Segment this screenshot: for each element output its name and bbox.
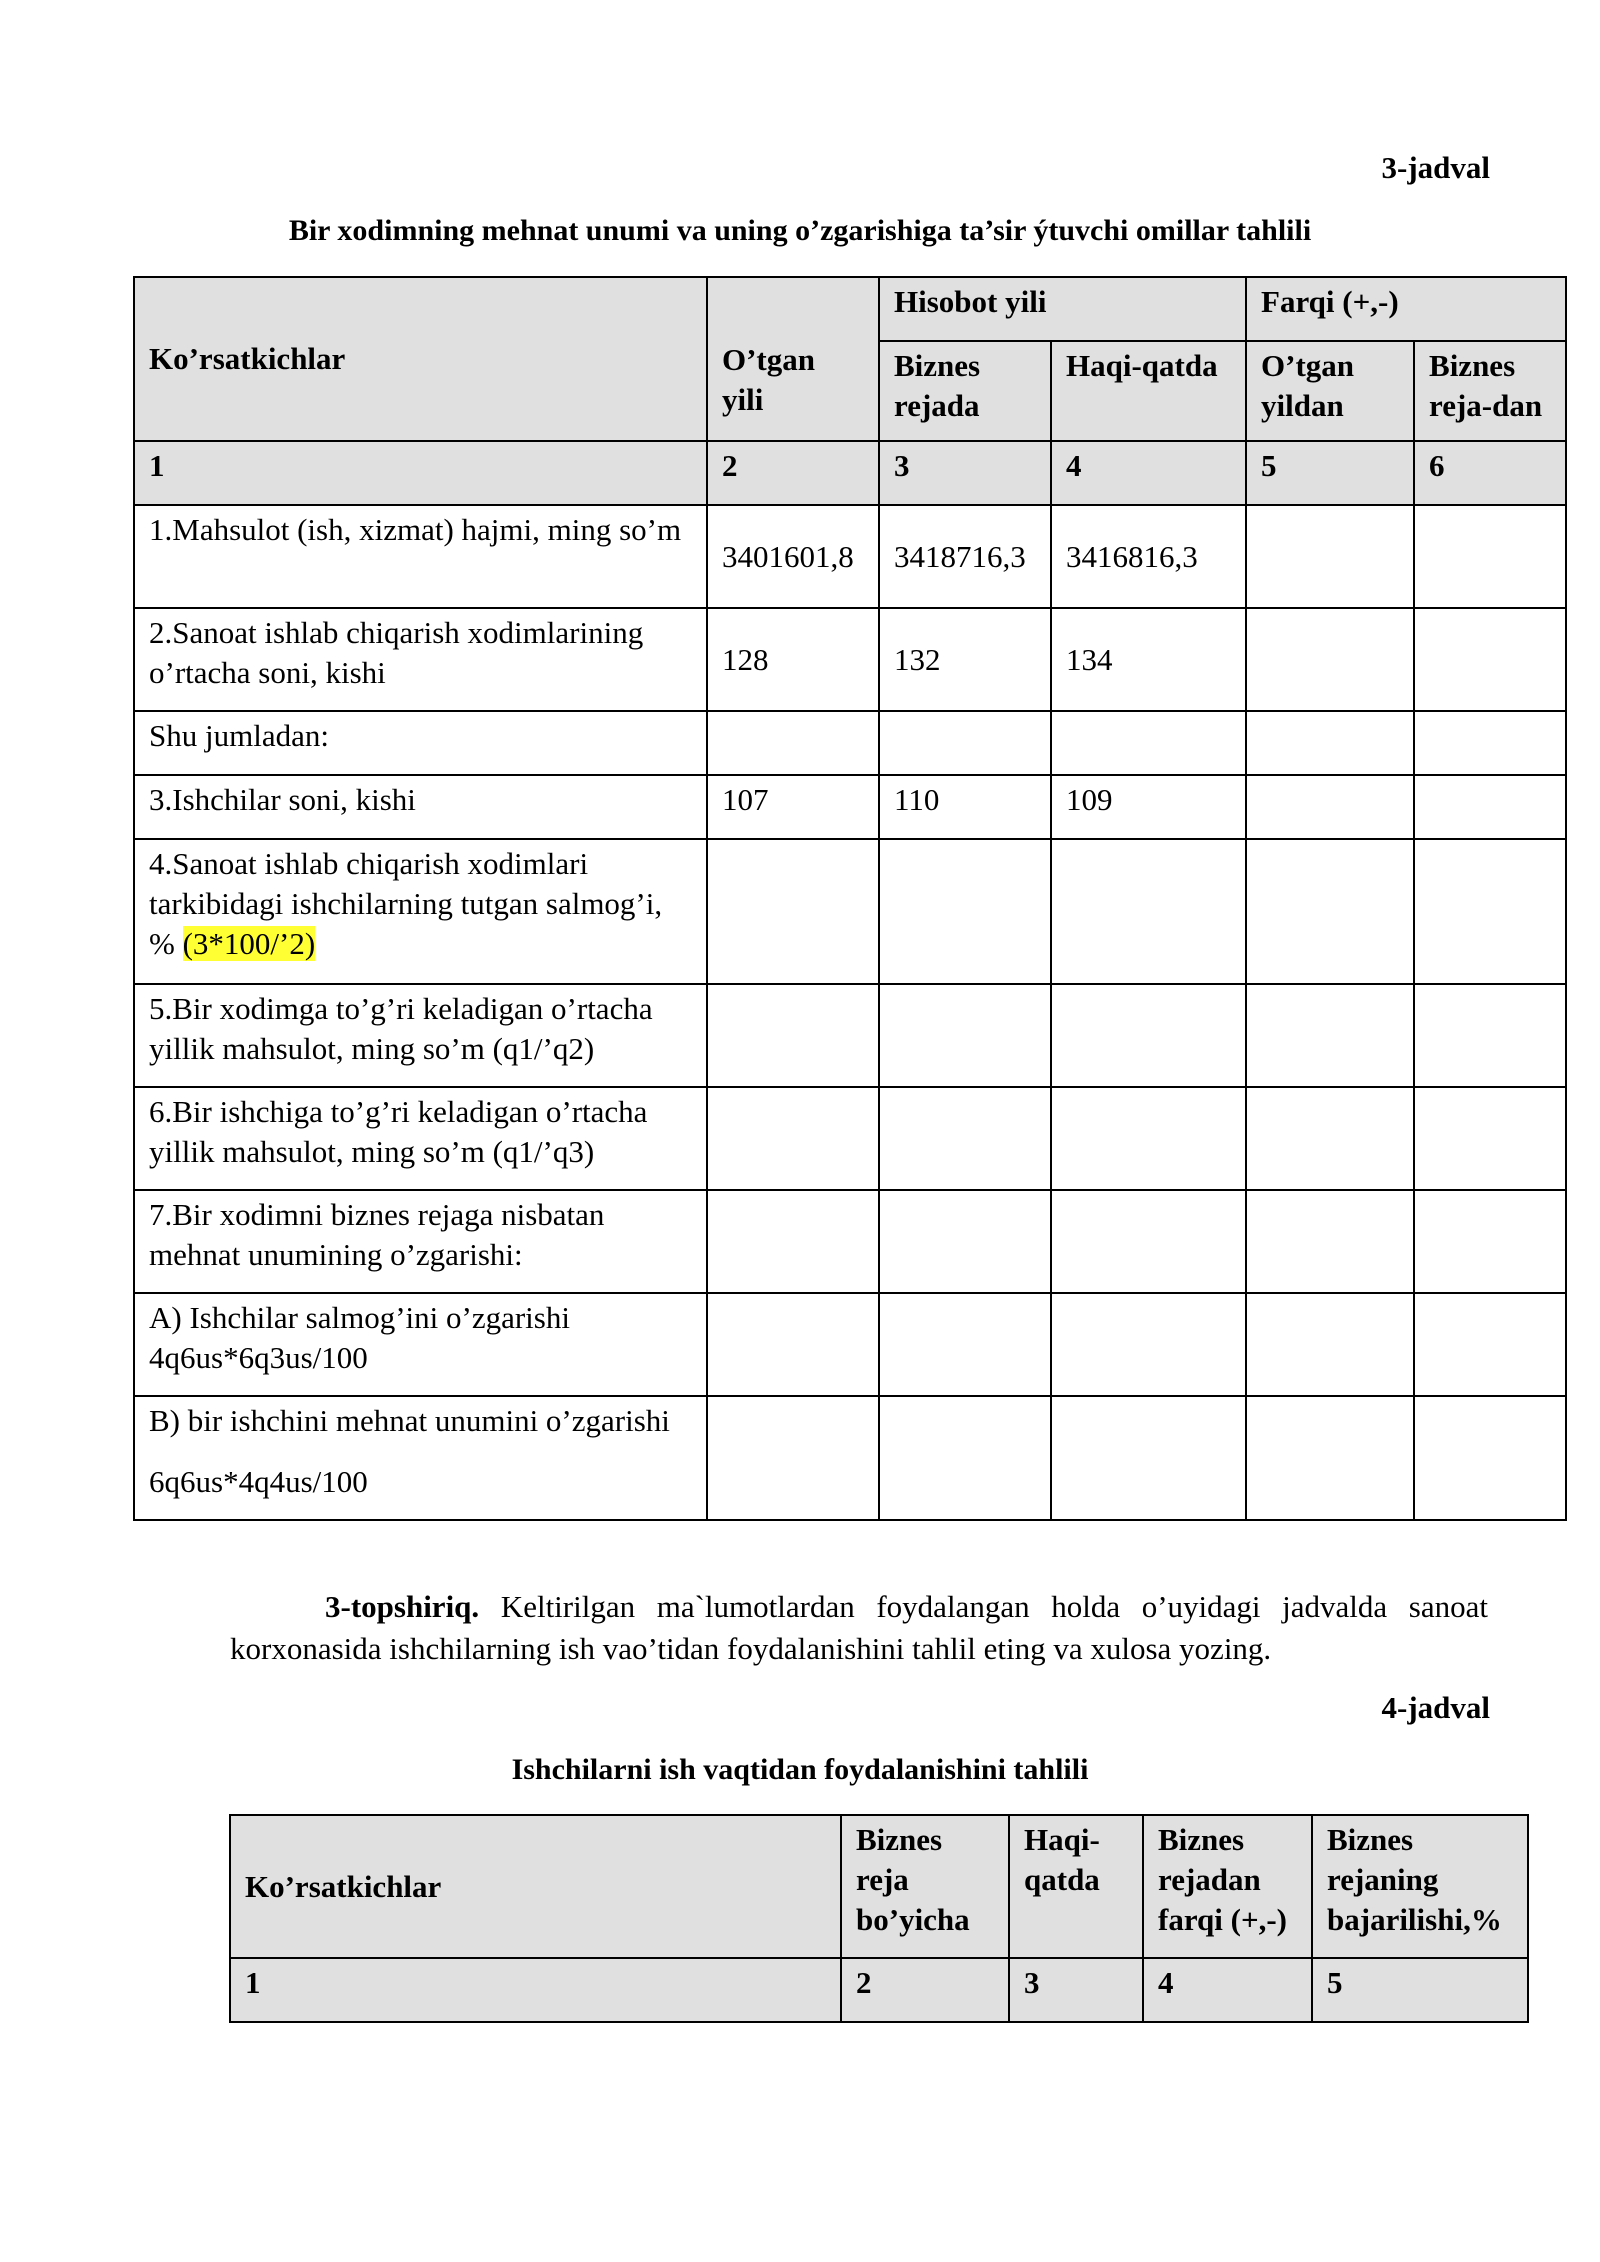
- cell-plan: [879, 1190, 1051, 1293]
- cell-actual: [1051, 1087, 1246, 1190]
- formula-highlight: (3*100/’2): [182, 926, 316, 961]
- col-number: 6: [1414, 441, 1566, 505]
- header-report-year: Hisobot yili: [879, 277, 1246, 341]
- table-row: [134, 839, 1566, 984]
- cell-last-year: [707, 1087, 879, 1190]
- col-number: 3: [879, 441, 1051, 505]
- task-title: 3-topshiriq.: [325, 1589, 480, 1624]
- cell-last-year: [707, 984, 879, 1087]
- cell-actual: [1051, 839, 1246, 984]
- cell-plan: [879, 711, 1051, 775]
- cell-actual: [1051, 1396, 1246, 1520]
- table-row: [134, 608, 1566, 711]
- table4-label: 4-jadval: [1381, 1690, 1490, 1725]
- header-plan: Biznes rejada: [879, 341, 1051, 441]
- table-row: [134, 1087, 1566, 1190]
- table3-label: 3-jadval: [1381, 150, 1490, 185]
- cell-diff-last: [1246, 839, 1414, 984]
- table-row: [134, 1396, 1566, 1520]
- task-text: Keltirilgan ma`lumotlardan foydalangan holda o’uyidagi jadvalda sanoat korxonasida ishchilarning ish vao’tidan foydalanishini tahlil eting va xulosa yozing.: [230, 1589, 1488, 1666]
- cell-last-year: [707, 1190, 879, 1293]
- col-number: 2: [841, 1958, 1009, 2022]
- cell-actual: [1051, 711, 1246, 775]
- cell-diff-plan: [1414, 1190, 1566, 1293]
- cell-last-year: 107: [707, 775, 879, 839]
- cell-last-year: [707, 711, 879, 775]
- cell-plan: 3418716,3: [879, 505, 1051, 608]
- cell-plan: [879, 1396, 1051, 1520]
- table-row: [134, 1293, 1566, 1396]
- col-number: 3: [1009, 1958, 1143, 2022]
- col-number: 5: [1312, 1958, 1528, 2022]
- cell-diff-plan: [1414, 839, 1566, 984]
- cell-diff-last: [1246, 984, 1414, 1087]
- col-number: 2: [707, 441, 879, 505]
- cell-diff-plan: [1414, 505, 1566, 608]
- row-label: 1.Mahsulot (ish, xizmat) hajmi, ming so’m: [134, 505, 707, 608]
- col-number: 1: [230, 1958, 841, 2022]
- cell-actual: [1051, 984, 1246, 1087]
- col-number: 1: [134, 441, 707, 505]
- col-number: 4: [1051, 441, 1246, 505]
- header-indicators: Ko’rsatkichlar: [230, 1815, 841, 1958]
- header-from-plan: Biznes reja-dan: [1414, 341, 1566, 441]
- header-plan-difference: Biznes rejadan farqi (+,-): [1143, 1815, 1312, 1958]
- header-actual: Haqi-qatda: [1051, 341, 1246, 441]
- header-plan: Biznes reja bo’yicha: [841, 1815, 1009, 1958]
- header-difference: Farqi (+,-): [1246, 277, 1566, 341]
- cell-diff-last: [1246, 1190, 1414, 1293]
- cell-diff-last: [1246, 775, 1414, 839]
- col-number: 5: [1246, 441, 1414, 505]
- cell-last-year: 128: [707, 608, 879, 711]
- cell-last-year: [707, 1293, 879, 1396]
- cell-actual: 109: [1051, 775, 1246, 839]
- cell-diff-plan: [1414, 711, 1566, 775]
- cell-plan: [879, 1293, 1051, 1396]
- row-label: A) Ishchilar salmog’ini o’zgarishi 4q6us*6q3us/100: [134, 1293, 707, 1396]
- cell-plan: [879, 839, 1051, 984]
- row-label-text: 4.Sanoat ishlab chiqarish xodimlari tarkibidagi ishchilarning tutgan salmog’i, %: [149, 846, 663, 961]
- cell-plan: [879, 1087, 1051, 1190]
- cell-actual: 3416816,3: [1051, 505, 1246, 608]
- table-row: [134, 1190, 1566, 1293]
- cell-diff-plan: [1414, 984, 1566, 1087]
- cell-diff-last: [1246, 505, 1414, 608]
- header-indicators: Ko’rsatkichlar: [134, 277, 707, 441]
- header-from-last-year: O’tgan yildan: [1246, 341, 1414, 441]
- row-label: [134, 839, 707, 984]
- row-label: 7.Bir xodimni biznes rejaga nisbatan mehnat unumining o’zgarishi:: [134, 1190, 707, 1293]
- table3-title: Bir xodimning mehnat unumi va uning o’zgarishiga ta’sir ýtuvchi omillar tahlili: [288, 214, 1312, 247]
- row-label: [134, 1396, 707, 1520]
- cell-last-year: [707, 839, 879, 984]
- cell-diff-last: [1246, 608, 1414, 711]
- cell-actual: [1051, 1190, 1246, 1293]
- row-label: 6.Bir ishchiga to’g’ri keladigan o’rtacha yillik mahsulot, ming so’m (q1/’q3): [134, 1087, 707, 1190]
- cell-diff-plan: [1414, 1396, 1566, 1520]
- cell-diff-last: [1246, 1293, 1414, 1396]
- table-row: [134, 711, 1566, 775]
- header-last-year: O’tgan yili: [707, 277, 879, 441]
- col-number: 4: [1143, 1958, 1312, 2022]
- row-label-text: B) bir ishchini mehnat unumini o’zgarishi: [149, 1403, 670, 1438]
- cell-plan: 132: [879, 608, 1051, 711]
- task-paragraph: [230, 1586, 1488, 1670]
- cell-actual: 134: [1051, 608, 1246, 711]
- cell-diff-last: [1246, 1087, 1414, 1190]
- row-label: 5.Bir xodimga to’g’ri keladigan o’rtacha yillik mahsulot, ming so’m (q1/’q2): [134, 984, 707, 1087]
- row-label: 2.Sanoat ishlab chiqarish xodimlarining o’rtacha soni, kishi: [134, 608, 707, 711]
- cell-diff-last: [1246, 711, 1414, 775]
- table-row: [134, 984, 1566, 1087]
- cell-diff-plan: [1414, 1293, 1566, 1396]
- table3: [133, 276, 1567, 1521]
- cell-last-year: 3401601,8: [707, 505, 879, 608]
- row-label: 3.Ishchilar soni, kishi: [134, 775, 707, 839]
- row-label-formula: 6q6us*4q4us/100: [149, 1464, 368, 1499]
- table-row: [134, 775, 1566, 839]
- cell-plan: 110: [879, 775, 1051, 839]
- table4: [229, 1814, 1529, 2023]
- cell-plan: [879, 984, 1051, 1087]
- cell-diff-last: [1246, 1396, 1414, 1520]
- header-actual: Haqi-qatda: [1009, 1815, 1143, 1958]
- header-plan-fulfillment: Biznes rejaning bajarilishi,%: [1312, 1815, 1528, 1958]
- cell-diff-plan: [1414, 1087, 1566, 1190]
- cell-actual: [1051, 1293, 1246, 1396]
- table-row: [134, 505, 1566, 608]
- cell-last-year: [707, 1396, 879, 1520]
- cell-diff-plan: [1414, 608, 1566, 711]
- cell-diff-plan: [1414, 775, 1566, 839]
- row-label: Shu jumladan:: [134, 711, 707, 775]
- table4-title: Ishchilarni ish vaqtidan foydalanishini tahlili: [511, 1753, 1089, 1786]
